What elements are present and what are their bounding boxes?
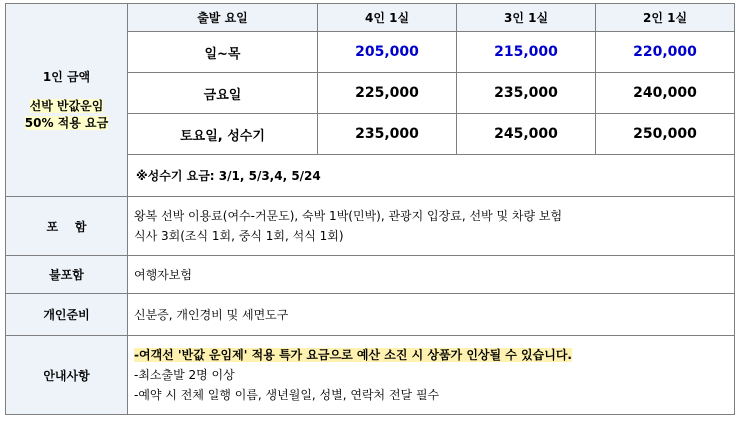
row-day: 일~목 [128, 32, 318, 73]
header-3-person: 3인 1실 [457, 4, 596, 32]
header-depart-day: 출발 요일 [128, 4, 318, 32]
price-3: 235,000 [457, 73, 596, 114]
guide-content [128, 336, 735, 415]
price-label-cell [6, 4, 128, 197]
price-4: 225,000 [318, 73, 457, 114]
include-label: 포 함 [6, 197, 128, 256]
price-label-sub1: 선박 반값운임 [29, 98, 104, 113]
row-day: 금요일 [128, 73, 318, 114]
include-line-1: 왕복 선박 이용료(여수-거문도), 숙박 1박(민박), 관광지 입장료, 선박 및 차량 보험 [134, 209, 563, 223]
price-4: 235,000 [318, 114, 457, 155]
price-3: 245,000 [457, 114, 596, 155]
price-2: 250,000 [596, 114, 735, 155]
price-label-sub2: 50% 적용 요금 [24, 115, 109, 130]
guide-line-2: -최소출발 2명 이상 [134, 368, 235, 382]
exclude-label: 불포함 [6, 256, 128, 294]
guide-label: 안내사항 [6, 336, 128, 415]
peak-season-note: ※성수기 요금: 3/1, 5/3,4, 5/24 [128, 155, 735, 197]
exclude-content: 여행자보험 [128, 256, 735, 294]
include-content [128, 197, 735, 256]
price-2: 220,000 [596, 32, 735, 73]
price-3: 215,000 [457, 32, 596, 73]
price-label-title: 1인 금액 [42, 69, 91, 84]
guide-line-1: -여객선 '반값 운임제' 적용 특가 요금으로 예산 소진 시 상품가 인상될 수 있습니다. [134, 348, 572, 362]
prepare-content: 신분증, 개인경비 및 세면도구 [128, 294, 735, 336]
prepare-label: 개인준비 [6, 294, 128, 336]
tour-price-table [5, 3, 735, 415]
include-line-2: 식사 3회(조식 1회, 중식 1회, 석식 1회) [134, 229, 344, 243]
price-2: 240,000 [596, 73, 735, 114]
price-4: 205,000 [318, 32, 457, 73]
guide-line-3: -예약 시 전체 일행 이름, 생년월일, 성별, 연락처 전달 필수 [134, 388, 440, 402]
row-day: 토요일, 성수기 [128, 114, 318, 155]
header-2-person: 2인 1실 [596, 4, 735, 32]
header-4-person: 4인 1실 [318, 4, 457, 32]
